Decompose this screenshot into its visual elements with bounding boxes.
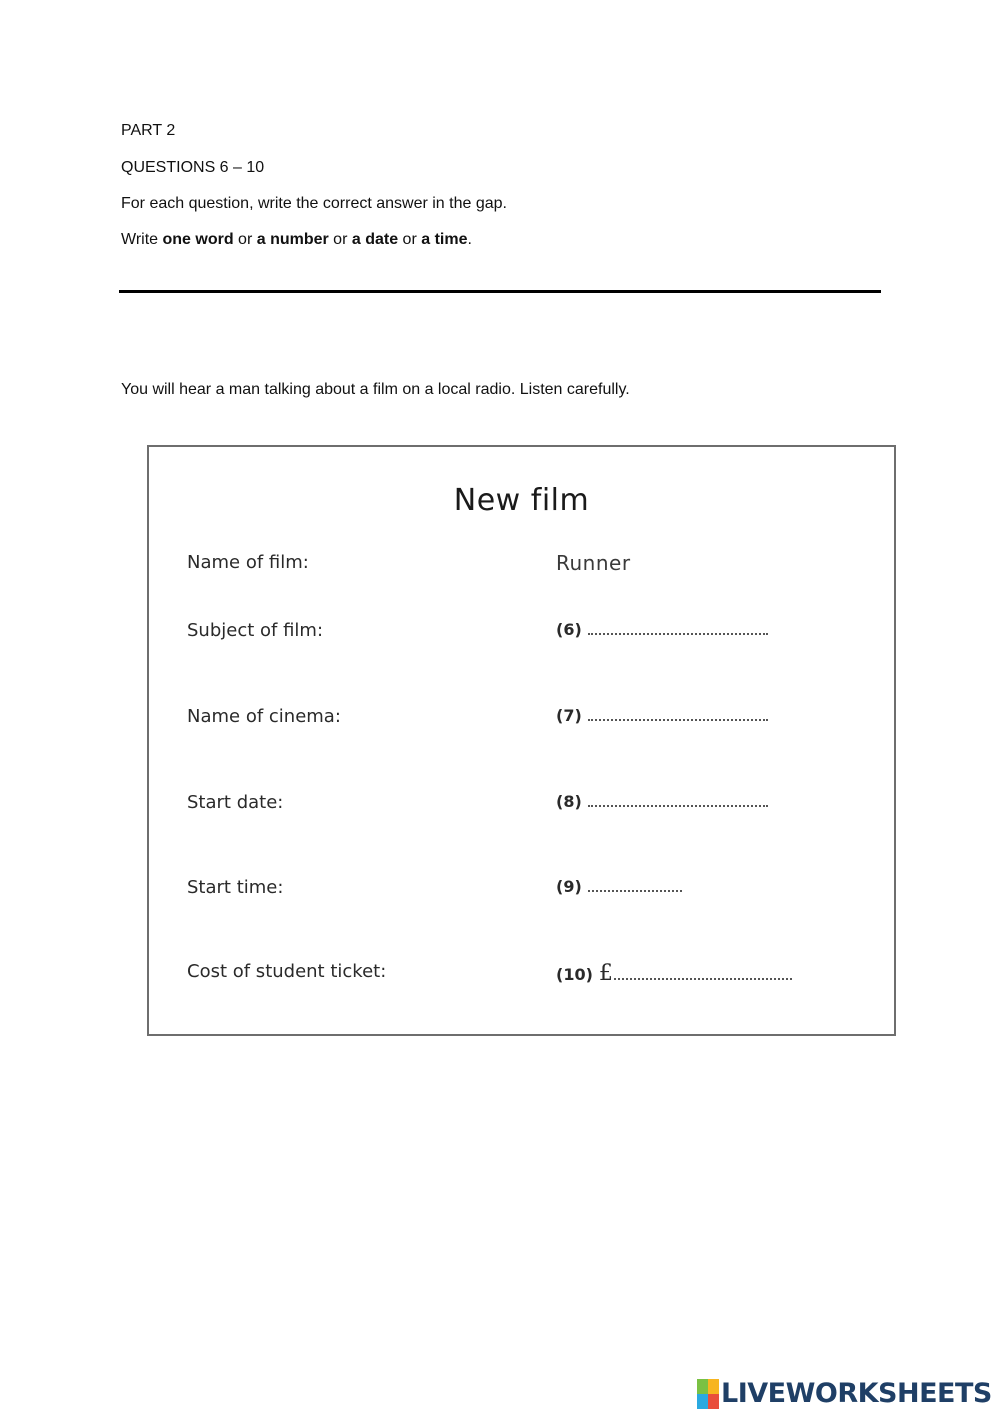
film-info-form [147, 445, 896, 1036]
example-answer: Runner [556, 551, 631, 575]
answer-gap-6[interactable] [556, 620, 768, 639]
question-number: (7) [556, 706, 582, 725]
format-one-word: one word [162, 231, 234, 248]
question-number: (9) [556, 877, 582, 896]
answer-line[interactable] [588, 631, 768, 635]
answer-gap-9[interactable] [556, 877, 682, 896]
form-title: New film [453, 483, 590, 518]
answer-gap-7[interactable] [556, 706, 768, 725]
answer-line[interactable] [588, 888, 682, 892]
row-cinema [187, 706, 867, 736]
row-start-date [187, 792, 867, 822]
watermark-text: LIVEWORKSHEETS [721, 1378, 992, 1409]
row-label: Start time: [187, 877, 284, 898]
question-number: (10) [556, 965, 593, 984]
liveworksheets-watermark [697, 1378, 992, 1409]
row-label: Subject of film: [187, 620, 324, 641]
answer-line[interactable] [588, 803, 768, 807]
format-time: a time [421, 231, 468, 248]
row-ticket-cost [187, 961, 867, 991]
instruction-text: For each question, write the correct answer in the gap. [121, 195, 507, 212]
format-date: a date [351, 231, 399, 248]
answer-line[interactable] [614, 976, 792, 980]
format-number: a number [256, 231, 329, 248]
row-label: Start date: [187, 792, 284, 813]
questions-range: QUESTIONS 6 – 10 [121, 159, 265, 176]
section-divider [119, 290, 881, 293]
listening-intro: You will hear a man talking about a film on a local radio. Listen carefully. [121, 381, 630, 398]
row-label: Name of film: [187, 552, 309, 573]
row-label: Name of cinema: [187, 706, 341, 727]
row-label: Cost of student ticket: [187, 961, 387, 982]
answer-line[interactable] [588, 717, 768, 721]
part-title: PART 2 [121, 122, 176, 139]
row-film-name [187, 552, 867, 582]
pound-symbol: £ [598, 961, 613, 986]
answer-gap-8[interactable] [556, 792, 768, 811]
question-number: (8) [556, 792, 582, 811]
row-start-time [187, 877, 867, 907]
row-subject [187, 620, 867, 650]
row-answer [556, 551, 631, 575]
instruction-answer-format: Write one word or a number or a date or a time. [121, 231, 472, 248]
question-number: (6) [556, 620, 582, 639]
liveworksheets-logo-icon [697, 1379, 719, 1409]
answer-gap-10[interactable] [556, 961, 792, 986]
